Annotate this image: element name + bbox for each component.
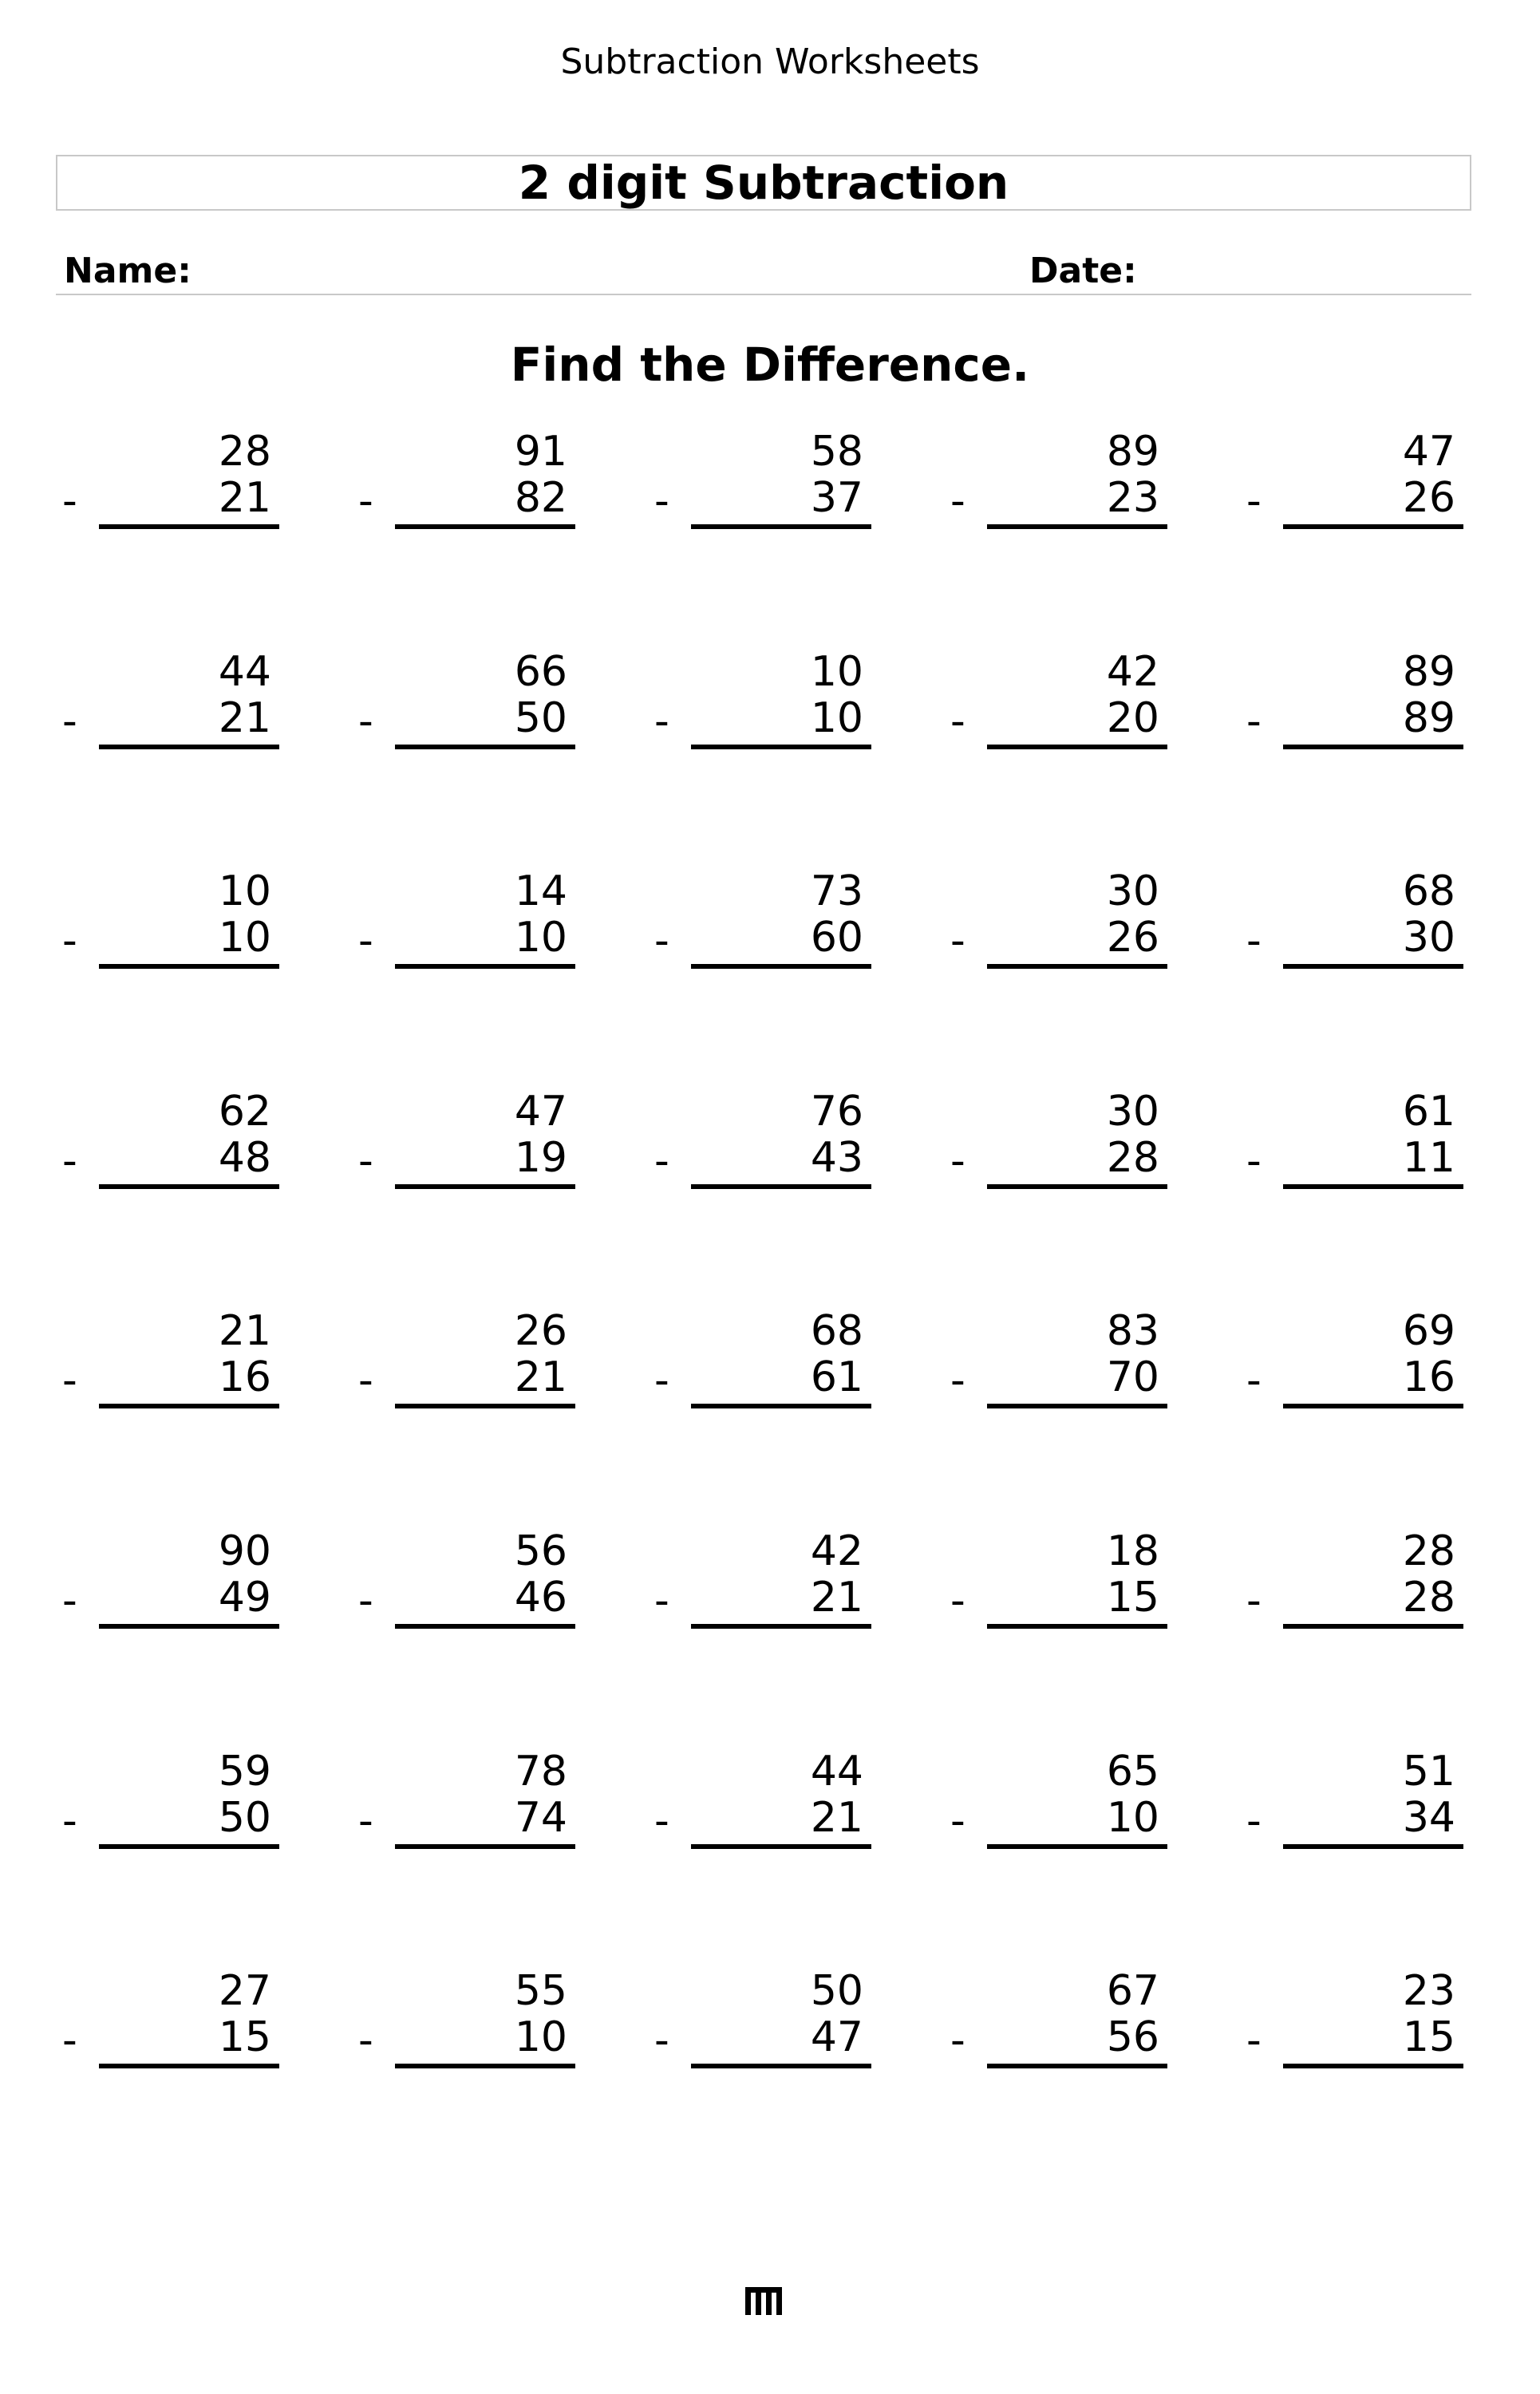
- subtrahend: 56: [1106, 2013, 1159, 2061]
- minuend: 44: [218, 648, 271, 696]
- subtraction-problem: [53, 867, 279, 970]
- minuend: 59: [218, 1748, 271, 1796]
- minuend: 50: [810, 1967, 863, 2015]
- minuend: 56: [514, 1527, 567, 1575]
- subtraction-problem: [645, 647, 871, 751]
- minus-sign: -: [1246, 2017, 1262, 2064]
- minus-sign: -: [654, 917, 669, 965]
- subtraction-problem: [1237, 427, 1463, 531]
- minuend: 30: [1106, 1088, 1159, 1136]
- minuend: 69: [1402, 1307, 1455, 1355]
- answer-line: [99, 745, 279, 749]
- subtrahend: 70: [1106, 1353, 1159, 1401]
- subtraction-problem: [1237, 1747, 1463, 1851]
- answer-line: [987, 745, 1167, 749]
- subtrahend: 49: [218, 1574, 271, 1622]
- minuend: 66: [514, 648, 567, 696]
- minus-sign: -: [654, 2017, 669, 2064]
- minuend: 91: [514, 428, 567, 476]
- minuend: 62: [218, 1088, 271, 1136]
- subtrahend: 47: [810, 2013, 863, 2061]
- subtrahend: 21: [218, 694, 271, 742]
- subtraction-problem: [645, 1087, 871, 1191]
- minuend: 23: [1402, 1967, 1455, 2015]
- minuend: 51: [1402, 1748, 1455, 1796]
- subtrahend: 50: [218, 1794, 271, 1842]
- answer-line: [395, 964, 575, 969]
- minus-sign: -: [358, 917, 373, 965]
- answer-line: [1283, 745, 1463, 749]
- minuend: 10: [810, 648, 863, 696]
- subtrahend: 21: [218, 474, 271, 522]
- subtrahend: 28: [1106, 1134, 1159, 1182]
- minus-sign: -: [950, 2017, 965, 2064]
- date-label: Date:: [1029, 251, 1137, 291]
- subtraction-problem: [53, 1087, 279, 1191]
- subtraction-problem: [645, 427, 871, 531]
- answer-line: [691, 524, 871, 529]
- info-divider: [56, 294, 1471, 295]
- subtrahend: 50: [514, 694, 567, 742]
- subtraction-problem: [349, 647, 575, 751]
- subtraction-problem: [349, 1747, 575, 1851]
- subtraction-problem: [53, 427, 279, 531]
- answer-line: [395, 1184, 575, 1189]
- minus-sign: -: [654, 697, 669, 745]
- subtraction-problem: [941, 647, 1167, 751]
- minuend: 28: [1402, 1527, 1455, 1575]
- subtrahend: 10: [514, 2013, 567, 2061]
- minus-sign: -: [62, 477, 77, 525]
- answer-line: [395, 1404, 575, 1408]
- answer-line: [987, 1844, 1167, 1849]
- subtraction-problem: [53, 1527, 279, 1630]
- subtraction-problem: [53, 647, 279, 751]
- minus-sign: -: [950, 1797, 965, 1845]
- subtraction-problem: [349, 1527, 575, 1630]
- minus-sign: -: [62, 1797, 77, 1845]
- subtrahend: 10: [1106, 1794, 1159, 1842]
- subtraction-problem: [1237, 1087, 1463, 1191]
- subtraction-problem: [645, 1527, 871, 1630]
- answer-line: [1283, 1404, 1463, 1408]
- minus-sign: -: [1246, 477, 1262, 525]
- name-label: Name:: [64, 251, 192, 291]
- answer-line: [691, 2064, 871, 2068]
- answer-line: [395, 1624, 575, 1629]
- subtraction-problem: [349, 427, 575, 531]
- minus-sign: -: [358, 1797, 373, 1845]
- answer-line: [1283, 1844, 1463, 1849]
- subtrahend: 30: [1402, 914, 1455, 962]
- subtrahend: 43: [810, 1134, 863, 1182]
- minus-sign: -: [1246, 697, 1262, 745]
- subtraction-problem: [349, 1087, 575, 1191]
- answer-line: [691, 1624, 871, 1629]
- minus-sign: -: [358, 1137, 373, 1185]
- answer-line: [987, 2064, 1167, 2068]
- subtraction-problem: [645, 867, 871, 970]
- minuend: 67: [1106, 1967, 1159, 2015]
- minuend: 90: [218, 1527, 271, 1575]
- answer-line: [691, 964, 871, 969]
- answer-line: [1283, 2064, 1463, 2068]
- subtrahend: 19: [514, 1134, 567, 1182]
- subtrahend: 74: [514, 1794, 567, 1842]
- minuend: 78: [514, 1748, 567, 1796]
- minuend: 89: [1106, 428, 1159, 476]
- minuend: 68: [1402, 867, 1455, 915]
- subtraction-problem: [941, 427, 1167, 531]
- subtraction-problem: [1237, 1527, 1463, 1630]
- subtrahend: 10: [218, 914, 271, 962]
- minuend: 42: [1106, 648, 1159, 696]
- minuend: 76: [810, 1088, 863, 1136]
- answer-line: [691, 745, 871, 749]
- subtraction-problem: [1237, 867, 1463, 970]
- subtraction-problem: [1237, 1966, 1463, 2070]
- subtraction-problem: [53, 1747, 279, 1851]
- subtraction-problem: [349, 1966, 575, 2070]
- minuend: 47: [514, 1088, 567, 1136]
- minus-sign: -: [358, 477, 373, 525]
- answer-line: [691, 1404, 871, 1408]
- subtraction-problem: [645, 1966, 871, 2070]
- subtraction-problem: [941, 1527, 1167, 1630]
- answer-line: [987, 1624, 1167, 1629]
- minuend: 30: [1106, 867, 1159, 915]
- minus-sign: -: [950, 917, 965, 965]
- subtraction-problem: [1237, 1306, 1463, 1410]
- minuend: 47: [1402, 428, 1455, 476]
- minuend: 21: [218, 1307, 271, 1355]
- subtraction-problem: [349, 867, 575, 970]
- answer-line: [395, 524, 575, 529]
- answer-line: [99, 2064, 279, 2068]
- subtrahend: 15: [1106, 1574, 1159, 1622]
- minus-sign: -: [62, 1577, 77, 1625]
- minus-sign: -: [358, 1357, 373, 1404]
- answer-line: [987, 964, 1167, 969]
- minuend: 18: [1106, 1527, 1159, 1575]
- subtrahend: 46: [514, 1574, 567, 1622]
- subtrahend: 11: [1402, 1134, 1455, 1182]
- minus-sign: -: [950, 477, 965, 525]
- answer-line: [99, 1404, 279, 1408]
- subtrahend: 21: [810, 1794, 863, 1842]
- minus-sign: -: [358, 697, 373, 745]
- minus-sign: -: [950, 1137, 965, 1185]
- minuend: 55: [514, 1967, 567, 2015]
- minus-sign: -: [358, 1577, 373, 1625]
- answer-line: [1283, 524, 1463, 529]
- minus-sign: -: [950, 1357, 965, 1404]
- answer-line: [99, 1624, 279, 1629]
- minuend: 68: [810, 1307, 863, 1355]
- answer-line: [99, 964, 279, 969]
- minuend: 73: [810, 867, 863, 915]
- answer-line: [1283, 964, 1463, 969]
- minuend: 10: [218, 867, 271, 915]
- subtrahend: 16: [1402, 1353, 1455, 1401]
- subtrahend: 89: [1402, 694, 1455, 742]
- minus-sign: -: [654, 1577, 669, 1625]
- answer-line: [691, 1844, 871, 1849]
- minuend: 27: [218, 1967, 271, 2015]
- answer-line: [987, 1404, 1167, 1408]
- subtrahend: 26: [1106, 914, 1159, 962]
- minus-sign: -: [62, 1357, 77, 1404]
- minus-sign: -: [62, 697, 77, 745]
- subtrahend: 15: [1402, 2013, 1455, 2061]
- answer-line: [691, 1184, 871, 1189]
- answer-line: [1283, 1184, 1463, 1189]
- subtrahend: 23: [1106, 474, 1159, 522]
- minus-sign: -: [358, 2017, 373, 2064]
- subtrahend: 82: [514, 474, 567, 522]
- minus-sign: -: [654, 1797, 669, 1845]
- subtraction-problem: [941, 1747, 1167, 1851]
- subtrahend: 15: [218, 2013, 271, 2061]
- minus-sign: -: [950, 697, 965, 745]
- minus-sign: -: [1246, 1357, 1262, 1404]
- subtraction-problem: [53, 1966, 279, 2070]
- minuend: 28: [218, 428, 271, 476]
- subtrahend: 61: [810, 1353, 863, 1401]
- subtraction-problem: [941, 867, 1167, 970]
- minus-sign: -: [1246, 1797, 1262, 1845]
- subtrahend: 10: [514, 914, 567, 962]
- subtrahend: 21: [810, 1574, 863, 1622]
- subtraction-problem: [645, 1747, 871, 1851]
- subtrahend: 10: [810, 694, 863, 742]
- answer-line: [1283, 1624, 1463, 1629]
- page-header: Subtraction Worksheets: [560, 41, 980, 82]
- minus-sign: -: [1246, 917, 1262, 965]
- subtrahend: 16: [218, 1353, 271, 1401]
- minuend: 58: [810, 428, 863, 476]
- answer-line: [395, 1844, 575, 1849]
- subtraction-problem: [349, 1306, 575, 1410]
- subtrahend: 26: [1402, 474, 1455, 522]
- subtrahend: 21: [514, 1353, 567, 1401]
- minus-sign: -: [654, 1137, 669, 1185]
- subtrahend: 60: [810, 914, 863, 962]
- minus-sign: -: [950, 1577, 965, 1625]
- subtrahend: 37: [810, 474, 863, 522]
- minuend: 14: [514, 867, 567, 915]
- subtrahend: 48: [218, 1134, 271, 1182]
- subtrahend: 28: [1402, 1574, 1455, 1622]
- minuend: 89: [1402, 648, 1455, 696]
- minus-sign: -: [62, 1137, 77, 1185]
- worksheet-title: 2 digit Subtraction: [56, 155, 1471, 211]
- minuend: 42: [810, 1527, 863, 1575]
- answer-line: [99, 1844, 279, 1849]
- instruction-text: Find the Difference.: [510, 338, 1030, 392]
- minuend: 26: [514, 1307, 567, 1355]
- minus-sign: -: [1246, 1137, 1262, 1185]
- answer-line: [987, 1184, 1167, 1189]
- answer-line: [99, 1184, 279, 1189]
- answer-line: [987, 524, 1167, 529]
- answer-line: [395, 2064, 575, 2068]
- minuend: 61: [1402, 1088, 1455, 1136]
- subtraction-problem: [941, 1087, 1167, 1191]
- minus-sign: -: [1246, 1577, 1262, 1625]
- minus-sign: -: [654, 477, 669, 525]
- subtraction-problem: [941, 1306, 1167, 1410]
- minuend: 44: [810, 1748, 863, 1796]
- answer-line: [395, 745, 575, 749]
- minuend: 83: [1106, 1307, 1159, 1355]
- subtrahend: 34: [1402, 1794, 1455, 1842]
- subtraction-problem: [53, 1306, 279, 1410]
- subtrahend: 20: [1106, 694, 1159, 742]
- minus-sign: -: [62, 917, 77, 965]
- subtraction-problem: [941, 1966, 1167, 2070]
- answer-line: [99, 524, 279, 529]
- subtraction-problem: [645, 1306, 871, 1410]
- subtraction-problem: [1237, 647, 1463, 751]
- minuend: 65: [1106, 1748, 1159, 1796]
- minus-sign: -: [654, 1357, 669, 1404]
- minus-sign: -: [62, 2017, 77, 2064]
- worksheet-logo-icon: [744, 2285, 784, 2317]
